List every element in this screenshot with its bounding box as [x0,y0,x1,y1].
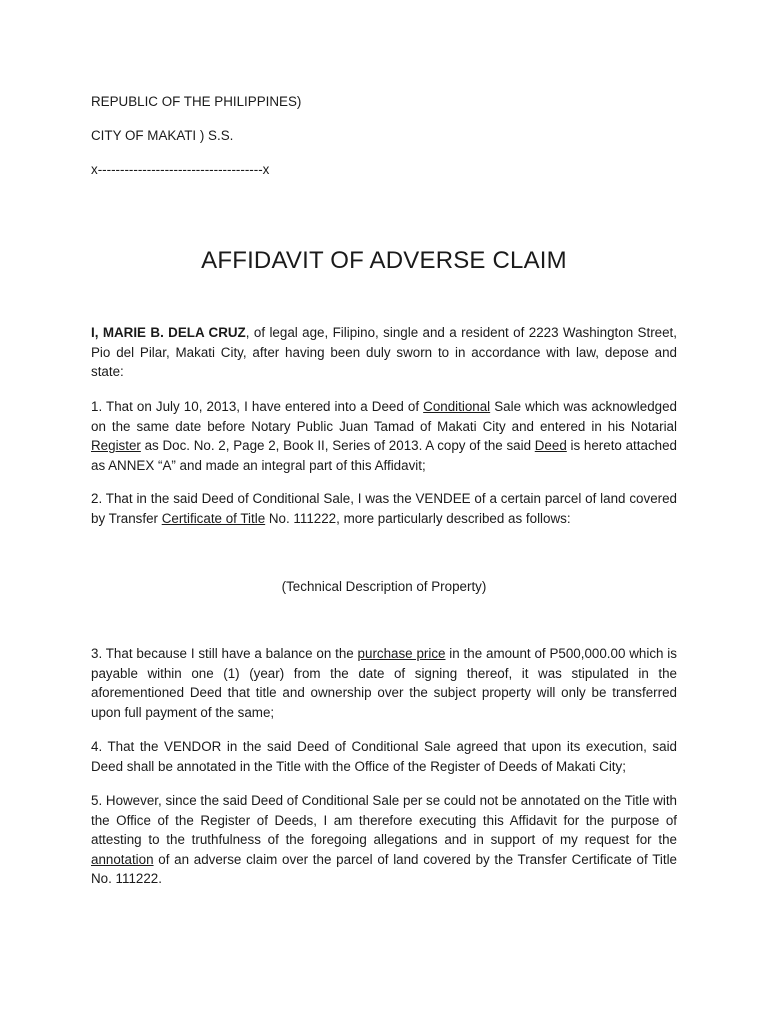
venue-separator: x-------------------------------------x [91,162,270,177]
p5-text-b: of an adverse claim over the parcel of land covered by the Transfer Certificate of Title No. 111222. [91,851,677,886]
document-title: AFFIDAVIT OF ADVERSE CLAIM [201,247,567,274]
p2-text-a: 2. That in the said Deed of Conditional Sale, I was the VENDEE of a certain parcel of land covered by Transfer [91,491,677,526]
p5-text-a: 5. However, since the said Deed of Conditional Sale per se could not be annotated on the Title with the Office of the Register of Deeds, I am therefore executing this Affidavit for the purpose of attesting to the truthfulness of the foregoing allegations and in support of my request for the [91,793,677,847]
paragraph-3 [91,644,677,722]
p1-text-b: Sale which was acknowledged on the same date before Notary Public Juan Tamad of Makati City and entered in his Notarial [91,399,677,434]
paragraph-1 [91,397,677,475]
paragraph-5 [91,791,677,889]
p2-text-b: No. 111222, more particularly described as follows: [265,510,571,526]
intro-paragraph [91,323,677,382]
p3-text-a: 3. That because I still have a balance on the [91,646,358,661]
p1-text-d: is hereto attached as ANNEX “A” and made an integral part of this Affidavit; [91,438,677,473]
affiant-name: I, MARIE B. DELA CRUZ [91,325,246,340]
p1-underlined-conditional: Conditional [423,399,491,414]
p3-text-b: in the amount of P500,000.00 which is payable within one (1) (year) from the date of signing thereof, it was stipulated in the aforementioned Deed that title and ownership over the subject property will only be transferred upon full payment of the same; [91,646,677,720]
paragraph-4: 4. That the VENDOR in the said Deed of Conditional Sale agreed that upon its execution, said Deed shall be annotated in the Title with the Office of the Register of Deeds of Makati City; [91,739,677,774]
p1-underlined-deed: Deed [534,438,567,453]
venue-line-republic: REPUBLIC OF THE PHILIPPINES) [91,94,302,109]
p3-underlined-purchase-price: purchase price [357,646,446,661]
p1-text-c: as Doc. No. 2, Page 2, Book II, Series of 2013. A copy of the said [140,438,535,453]
paragraph-2 [91,489,677,528]
technical-description: (Technical Description of Property) [281,579,487,594]
p1-text-a: 1. That on July 10, 2013, I have entered into a Deed of [91,399,424,414]
intro-text: , of legal age, Filipino, single and a resident of 2223 Washington Street, Pio del Pilar, Makati City, after having been duly sworn to in accordance with law, depose and state: [91,325,678,379]
p1-underlined-register: Register [91,438,141,453]
p2-underlined-certificate: Certificate of Title [161,510,266,526]
venue-line-city: CITY OF MAKATI ) S.S. [91,128,234,143]
p5-underlined-annotation: annotation [91,851,154,867]
